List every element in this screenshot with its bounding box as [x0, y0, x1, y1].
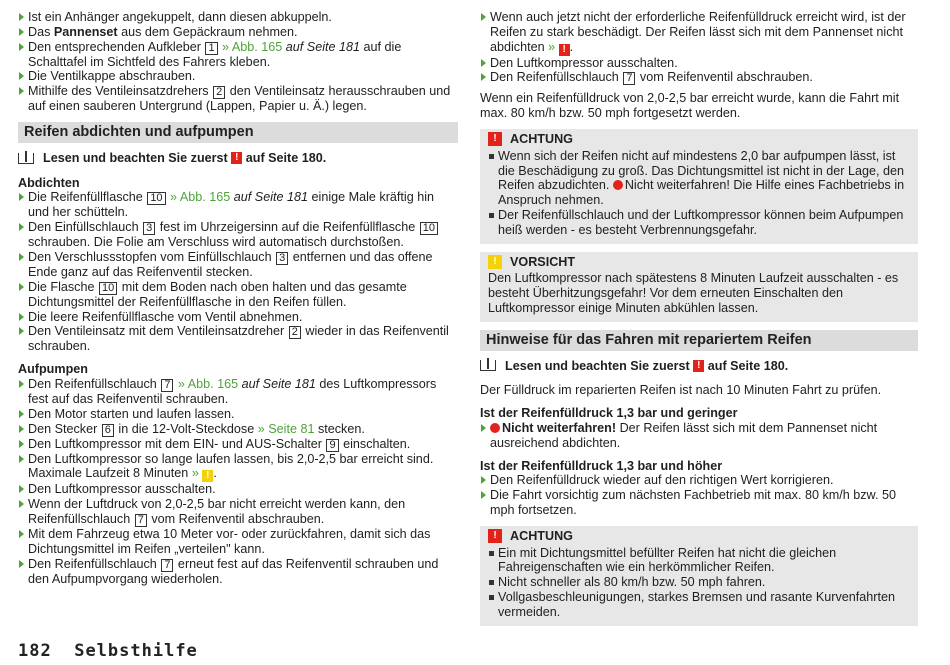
warning-icon[interactable]: !: [559, 44, 570, 56]
subheading: Ist der Reifenfülldruck 1,3 bar und geringer: [480, 406, 738, 421]
list-item: Das Pannenset aus dem Gepäckraum nehmen.: [18, 25, 458, 40]
figure-callout: 2: [213, 86, 225, 99]
list-item: Den Stecker 6 in die 12-Volt-Steckdose » Seite 81 stecken.: [18, 422, 458, 437]
stop-icon: [613, 180, 623, 190]
list-item: Wenn sich der Reifen nicht auf mindestens 2,0 bar aufpumpen lässt, ist die Beschädigung zu groß. Das Dichtungsmittel ist nicht in der Lage, den Reifen abzudichten. Nicht weiterfahren! Die Hilfe eines Fachbetriebs in Anspruch nehmen.: [488, 149, 910, 208]
warning-icon: !: [693, 360, 704, 372]
list-item: Den Luftkompressor ausschalten.: [480, 56, 918, 71]
section-heading: Reifen abdichten und aufpumpen: [18, 122, 458, 143]
section-heading: Hinweise für das Fahren mit repariertem Reifen: [480, 330, 918, 351]
left-column: [18, 10, 458, 586]
list-item: Die Flasche 10 mit dem Boden nach oben halten und das gesamte Dichtungsmittel der Reifenfüllflasche in den Reifen füllen.: [18, 280, 458, 310]
figure-link[interactable]: » Abb. 165: [174, 376, 239, 391]
list-item: Die Fahrt vorsichtig zum nächsten Fachbetrieb mit max. 80 km/h bzw. 50 mph fortsetzen.: [480, 488, 918, 518]
list-item: Den Reifenfüllschlauch 7 vom Reifenventil abschrauben.: [480, 70, 918, 85]
figure-link[interactable]: » Abb. 165: [218, 39, 283, 54]
caution-box: ! VORSICHT Den Luftkompressor nach spätestens 8 Minuten Laufzeit ausschalten - es besteht Überhitzungsgefahr! Vor dem erneuten Einschalten den Luftkompressor einige Minuten abkühlen lassen.: [480, 252, 918, 322]
list-item: Nicht schneller als 80 km/h bzw. 50 mph fahren.: [488, 575, 910, 590]
list-item: Den Ventileinsatz mit dem Ventileinsatzdreher 2 wieder in das Reifenventil schrauben.: [18, 324, 458, 354]
list-item: Vollgasbeschleunigungen, starkes Bremsen und rasante Kurvenfahrten vermeiden.: [488, 590, 910, 620]
list-item: Den Reifenfüllschlauch 7 erneut fest auf das Reifenventil schrauben und den Aufpumpvorgang wiederholen.: [18, 557, 458, 587]
list-item: Den Luftkompressor mit dem EIN- und AUS-Schalter 9 einschalten.: [18, 437, 458, 452]
list-item: Den Luftkompressor ausschalten.: [18, 482, 458, 497]
abdichten-list: [18, 190, 458, 354]
figure-link[interactable]: » Abb. 165: [166, 190, 231, 205]
list-item: Die leere Reifenfüllflasche vom Ventil abnehmen.: [18, 310, 458, 325]
list-item: Mit dem Fahrzeug etwa 10 Meter vor- oder zurückfahren, damit sich das Dichtungsmittel im Reifen „verteilen" kann.: [18, 527, 458, 557]
list-item: Die Ventilkappe abschrauben.: [18, 69, 458, 84]
list-item: Der Reifenfüllschlauch und der Luftkompressor können beim Aufpumpen heiß werden - es besteht Verbrennungsgefahr.: [488, 208, 910, 238]
page-number: 182: [18, 641, 52, 661]
warning-box: ! ACHTUNG Wenn sich der Reifen nicht auf mindestens 2,0 bar aufpumpen lässt, ist die Beschädigung zu groß. Das Dichtungsmittel ist nicht in der Lage, den Reifen abzudichten. Nicht weiterfahren! Die Hilfe eines Fachbetriebs in Anspruch nehmen. Der Reifenfüllschlauch und der Luftkompressor können beim Aufpumpen heiß werden - es besteht Verbrennungsgefahr.: [480, 129, 918, 244]
paragraph: Der Fülldruck im reparierten Reifen ist nach 10 Minuten Fahrt zu prüfen.: [480, 383, 882, 398]
intro-list: [480, 10, 918, 85]
aufpumpen-list: [18, 377, 458, 586]
page-link[interactable]: » Seite 81: [257, 421, 315, 436]
list-item: Nicht weiterfahren! Der Reifen lässt sich mit dem Pannenset nicht ausreichend abdichten.: [480, 421, 918, 451]
list-item: Wenn der Luftdruck von 2,0-2,5 bar nicht erreicht werden kann, den Reifenfüllschlauch 7 vom Reifenventil abschrauben.: [18, 497, 458, 527]
caution-icon: !: [488, 255, 502, 269]
warning-icon: !: [488, 529, 502, 543]
read-note: Lesen und beachten Sie zuerst ! auf Seite 180.: [18, 151, 458, 166]
subheading: Aufpumpen: [18, 362, 88, 377]
list-item: Mithilfe des Ventileinsatzdrehers 2 den Ventileinsatz herausschrauben und auf einen sauberen Untergrund (Lappen, Papier u. Ä.) legen.: [18, 84, 458, 114]
read-note: Lesen und beachten Sie zuerst ! auf Seite 180.: [480, 359, 918, 374]
list-item: Den Reifenfüllschlauch 7 » Abb. 165 auf Seite 181 des Luftkompressors fest auf das Reifenventil schrauben.: [18, 377, 458, 407]
list-item: Den Einfüllschlauch 3 fest im Uhrzeigersinn auf die Reifenfüllflasche 10 schrauben. Die Folie am Verschluss wird automatisch durchstoßen.: [18, 220, 458, 250]
stop-icon: [490, 423, 500, 433]
caution-icon[interactable]: !: [202, 470, 213, 482]
chapter-title: Selbsthilfe: [74, 641, 198, 661]
intro-list: [18, 10, 458, 114]
warning-box: ! ACHTUNG Ein mit Dichtungsmittel befüllter Reifen hat nicht die gleichen Fahreigenschaften wie ein herkömmlicher Reifen. Nicht schneller als 80 km/h bzw. 50 mph fahren. Vollgasbeschleunigungen, starkes Bremsen und rasante Kurvenfahrten vermeiden.: [480, 526, 918, 626]
list-item: Die Reifenfüllflasche 10 » Abb. 165 auf Seite 181 einige Male kräftig hin und her schütteln.: [18, 190, 458, 220]
paragraph: Wenn ein Reifenfülldruck von 2,0-2,5 bar erreicht wurde, kann die Fahrt mit max. 80 km/h bzw. 50 mph fortgesetzt werden.: [480, 91, 900, 121]
subheading: Ist der Reifenfülldruck 1,3 bar und höher: [480, 458, 723, 473]
page-footer: [18, 641, 198, 661]
list-item: Ein mit Dichtungsmittel befüllter Reifen hat nicht die gleichen Fahreigenschaften wie ein herkömmlicher Reifen.: [488, 546, 910, 576]
list-item: Ist ein Anhänger angekuppelt, dann diesen abkuppeln.: [18, 10, 458, 25]
list-item: Den Verschlussstopfen vom Einfüllschlauch 3 entfernen und das offene Ende ganz auf das Reifenventil stecken.: [18, 250, 458, 280]
list-item: Den Reifenfülldruck wieder auf den richtigen Wert korrigieren.: [480, 473, 918, 488]
list-item: Wenn auch jetzt nicht der erforderliche Reifenfülldruck erreicht wird, ist der Reifen zu stark beschädigt. Der Reifen lässt sich mit dem Pannenset nicht abdichten » ! .: [480, 10, 918, 56]
warning-icon: !: [488, 132, 502, 146]
list-item: Den Motor starten und laufen lassen.: [18, 407, 458, 422]
right-column: [480, 10, 918, 634]
book-icon: [480, 360, 496, 371]
list-item: Den Luftkompressor so lange laufen lassen, bis 2,0-2,5 bar erreicht sind. Maximale Laufzeit 8 Minuten » ! .: [18, 452, 458, 483]
figure-callout: 1: [205, 42, 217, 55]
list-item: Den entsprechenden Aufkleber 1 » Abb. 165 auf Seite 181 auf die Schalttafel im Sichtfeld des Fahrers kleben.: [18, 40, 458, 70]
book-icon: [18, 153, 34, 164]
warning-icon: !: [231, 152, 242, 164]
subheading: Abdichten: [18, 175, 80, 190]
